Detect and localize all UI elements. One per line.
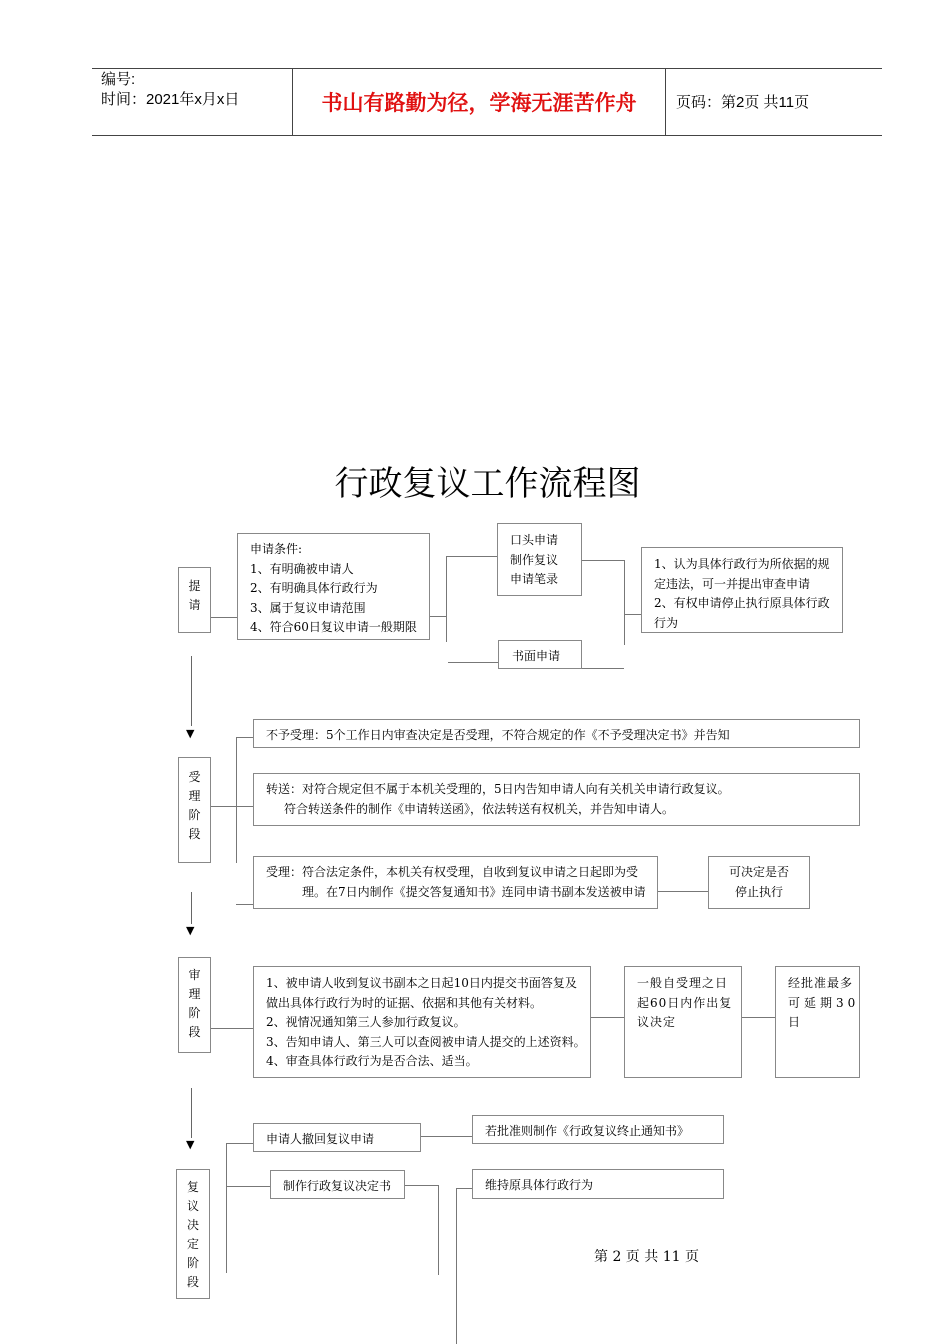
page-title: 行政复议工作流程图: [334, 464, 641, 504]
flow-arrow-shaft: [191, 656, 192, 726]
uphold-box: 维持原具体行政行为: [472, 1169, 724, 1199]
connector: [624, 614, 641, 615]
withdraw-box: 申请人撤回复议申请: [253, 1123, 421, 1152]
header-bottom-rule: [92, 135, 882, 136]
stage-decide: 复 议 决 定 阶 段: [176, 1169, 210, 1299]
header-top-rule: [92, 68, 882, 69]
connector: [658, 891, 708, 892]
extension-box: 经批准最多 可延期30 日: [775, 966, 860, 1078]
connector: [448, 662, 498, 663]
connector: [421, 1136, 472, 1137]
connector: [438, 1185, 439, 1275]
flow-arrow-shaft: [191, 892, 192, 924]
transfer-box: 转送：对符合规定但不属于本机关受理的，5日内告知申请人向有关机关申请行政复议。 符合转送条件的制作《申请转送函》，依法转送有权机关，并告知申请人。: [253, 773, 860, 826]
connector: [591, 1017, 624, 1018]
flow-arrow-down-icon: ▼: [186, 1138, 195, 1151]
flow-arrow-shaft: [191, 1088, 192, 1138]
rights-box: 1、认为具体行政行为所依据的规 定违法，可一并提出审查申请 2、有权申请停止执行原具体行政 行为: [641, 547, 843, 633]
written-apply-box: 书面申请: [498, 640, 582, 669]
conditions-box: 申请条件: 1、有明确被申请人 2、有明确具体行政行为 3、属于复议申请范围 4、符合60日复议申请一般期限: [237, 533, 430, 640]
header-motto: 书山有路勤为径，学海无涯苦作舟: [321, 91, 637, 115]
connector: [582, 560, 624, 561]
deadline-box: 一般自受理之日 起60日内作出复 议决定: [624, 966, 742, 1078]
connector: [405, 1185, 438, 1186]
connector: [226, 1143, 253, 1144]
page-footer: 第 2 页 共 11 页: [594, 1249, 699, 1265]
connector: [236, 737, 253, 738]
connector: [582, 668, 624, 669]
connector: [236, 904, 253, 905]
header-serial: 编号:: [101, 71, 136, 88]
header-separator-right: [665, 68, 666, 136]
connector: [226, 1186, 270, 1187]
connector: [211, 1028, 253, 1029]
connector: [430, 616, 446, 617]
header-page: 页码：第2页 共11页: [676, 94, 810, 111]
may-stay-box: 可决定是否 停止执行: [708, 856, 810, 909]
stage-review: 审 理 阶 段: [178, 957, 211, 1053]
connector: [236, 737, 237, 863]
connector: [226, 1143, 227, 1273]
stage-accept: 受 理 阶 段: [178, 757, 211, 863]
connector: [211, 617, 237, 618]
connector: [446, 556, 447, 642]
connector: [211, 806, 253, 807]
connector: [742, 1017, 775, 1018]
flow-arrow-down-icon: ▼: [186, 924, 195, 937]
connector: [456, 1188, 472, 1189]
flow-arrow-down-icon: ▼: [186, 727, 195, 740]
connector: [456, 1188, 457, 1344]
header-time: 时间：2021年x月x日: [101, 91, 240, 108]
stage-submit: 提 请: [178, 567, 211, 633]
review-steps-box: 1、被申请人收到复议书副本之日起10日内提交书面答复及 做出具体行政行为时的证据、依据和其他有关材料。 2、视情况通知第三人参加行政复议。 3、告知申请人、第三人可以查阅被申请人提交的上述资料。 4、审查具体行政行为是否合法、适当。: [253, 966, 591, 1078]
oral-apply-box: 口头申请 制作复议 申请笔录: [497, 523, 582, 596]
accepted-box: 受理：符合法定条件，本机关有权受理，自收到复议申请之日起即为受 理。在7日内制作《提交答复通知书》连同申请书副本发送被申请: [253, 856, 658, 909]
connector: [446, 556, 497, 557]
not-accept-box: 不予受理：5个工作日内审查决定是否受理，不符合规定的作《不予受理决定书》并告知: [253, 719, 860, 748]
make-decision-box: 制作行政复议决定书: [270, 1170, 405, 1199]
terminate-box: 若批准则制作《行政复议终止通知书》: [472, 1115, 724, 1144]
connector: [624, 560, 625, 645]
